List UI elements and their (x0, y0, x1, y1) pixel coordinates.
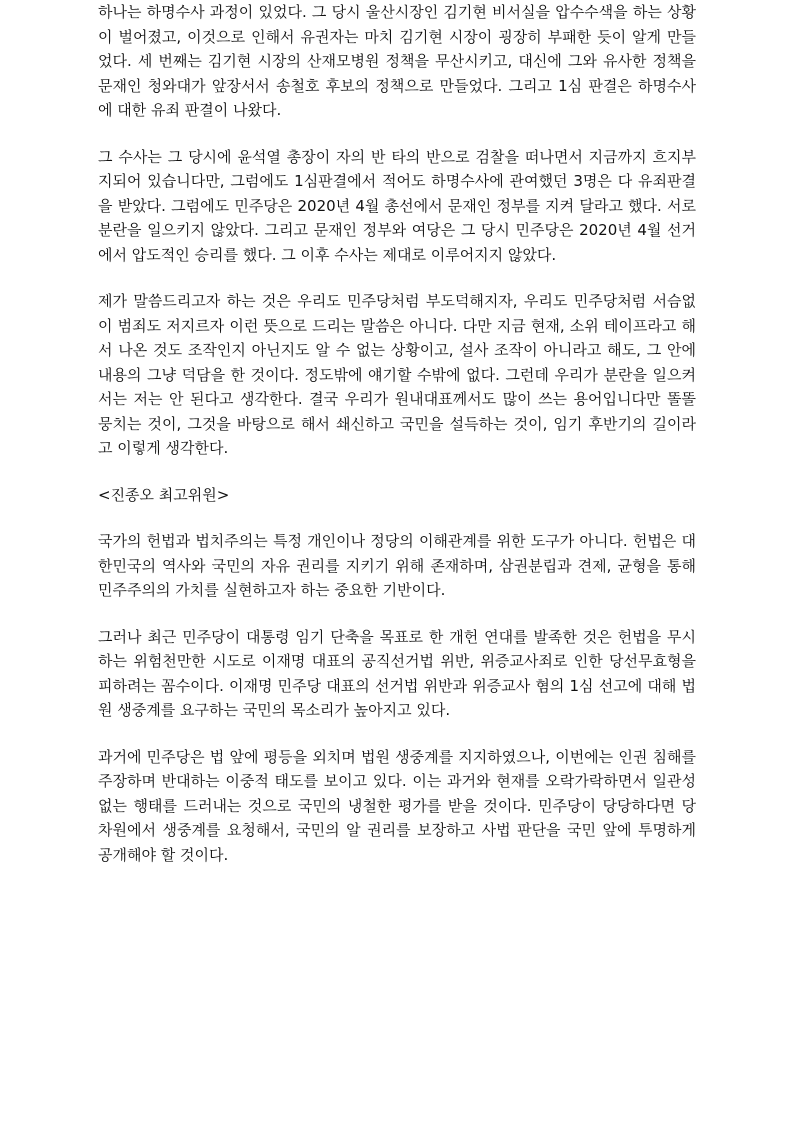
paragraph-2: 그 수사는 그 당시에 윤석열 총장이 자의 반 타의 반으로 검찰을 떠나면서 지금까지 흐지부지되어 있습니다만, 그럼에도 1심판결에서 적어도 하명수사에 관여했던 3명은 다 유죄판결을 받았다. 그럼에도 민주당은 2020년 4월 총선에서 문재인 정부를 지켜 달라고 했다. 서로 분란을 일으키지 않았다. 그리고 문재인 정부와 여당은 그 당시 민주당은 2020년 4월 선거에서 압도적인 승리를 했다. 그 이후 수사는 제대로 이루어지지 않았다. (98, 147, 696, 264)
document-page (98, 0, 696, 867)
paragraph-1: 하나는 하명수사 과정이 있었다. 그 당시 울산시장인 김기현 비서실을 압수수색을 하는 상황이 벌어졌고, 이것으로 인해서 유권자는 마치 김기현 시장이 굉장히 부패한 듯이 알게 만들었다. 세 번째는 김기현 시장의 산재모병원 정책을 무산시키고, 대신에 그와 유사한 정책을 문재인 청와대가 앞장서서 송철호 후보의 정책으로 만들었다. 그리고 1심 판결은 하명수사에 대한 유죄 판결이 나왔다. (98, 3, 696, 119)
speaker-heading: <진종오 최고위원> (98, 485, 230, 504)
paragraph-6: 과거에 민주당은 법 앞에 평등을 외치며 법원 생중계를 지지하였으나, 이번에는 인권 침해를 주장하며 반대하는 이중적 태도를 보이고 있다. 이는 과거와 현재를 오락가락하면서 일관성 없는 행태를 드러내는 것으로 국민의 냉철한 평가를 받을 것이다. 민주당이 당당하다면 당 차원에서 생중계를 요청해서, 국민의 알 권리를 보장하고 사법 판단을 국민 앞에 투명하게 공개해야 할 것이다. (98, 747, 696, 864)
paragraph-5: 그러나 최근 민주당이 대통령 임기 단축을 목표로 한 개헌 연대를 발족한 것은 헌법을 무시하는 위험천만한 시도로 이재명 대표의 공직선거법 위반, 위증교사죄로 인한 당선무효형을 피하려는 꼼수이다. 이재명 민주당 대표의 선거법 위반과 위증교사 혐의 1심 선고에 대해 법원 생중계를 요구하는 국민의 목소리가 높아지고 있다. (98, 627, 696, 719)
paragraph-3: 제가 말씀드리고자 하는 것은 우리도 민주당처럼 부도덕해지자, 우리도 민주당처럼 서슴없이 범죄도 저지르자 이런 뜻으로 드리는 말씀은 아니다. 다만 지금 현재, 소위 테이프라고 해서 나온 것도 조작인지 아닌지도 알 수 없는 상황이고, 설사 조작이 아니라고 해도, 그 안에 내용의 그냥 덕담을 한 것이다. 정도밖에 얘기할 수밖에 없다. 그런데 우리가 분란을 일으켜서는 저는 안 된다고 생각한다. 결국 우리가 원내대표께서도 많이 쓰는 용어입니다만 똘똘 뭉치는 것이, 그것을 바탕으로 해서 쇄신하고 국민을 설득하는 것이, 임기 후반기의 길이라고 이렇게 생각한다. (98, 292, 696, 457)
paragraph-4: 국가의 헌법과 법치주의는 특정 개인이나 정당의 이해관계를 위한 도구가 아니다. 헌법은 대한민국의 역사와 국민의 자유 권리를 지키기 위해 존재하며, 삼권분립과 견제, 균형을 통해 민주주의의 가치를 실현하고자 하는 중요한 기반이다. (98, 532, 696, 599)
